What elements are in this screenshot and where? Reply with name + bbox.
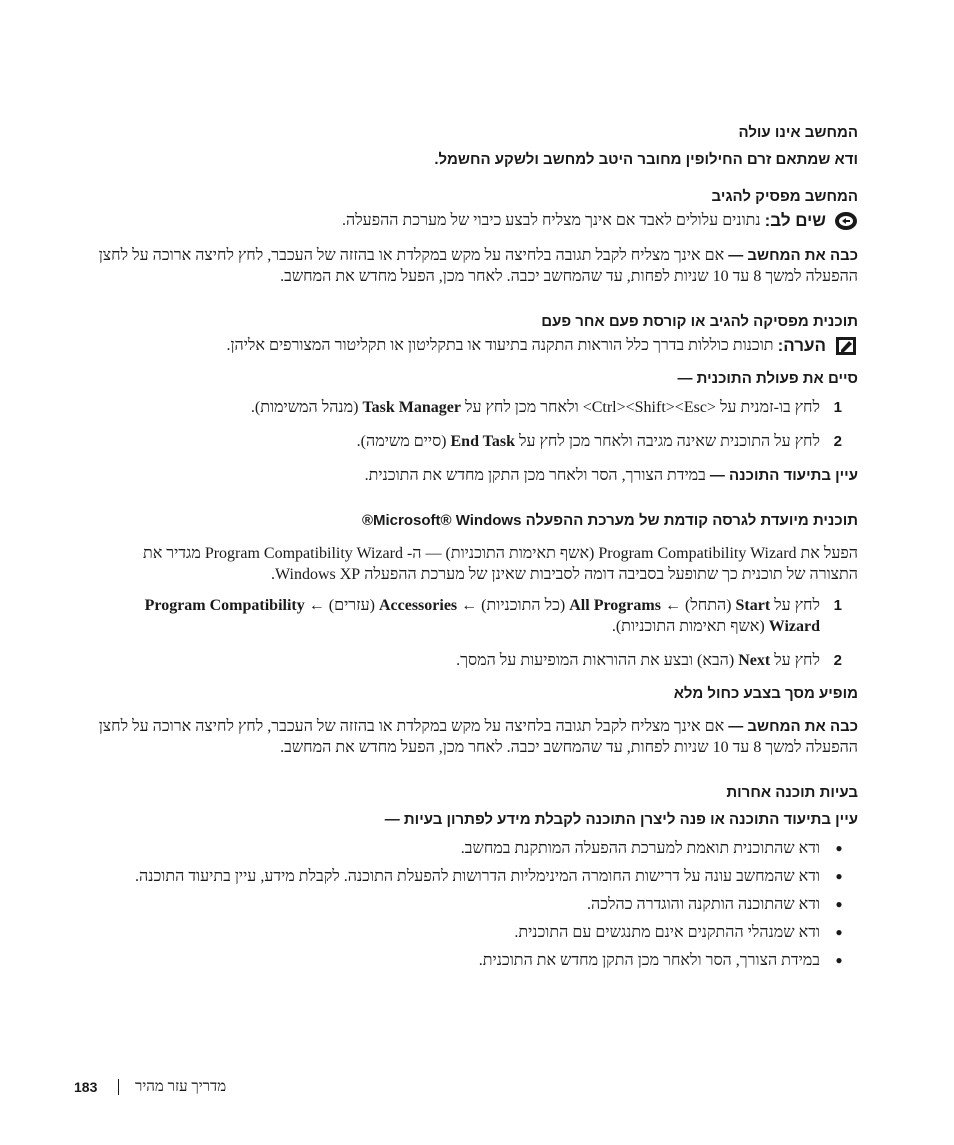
list-item [96,838,858,859]
note-label: הערה: [777,336,826,355]
step-text-part: (סיים משימה). [356,433,447,450]
turn-off-label: כבה את המחשב — [728,247,858,264]
arrow-icon: ← [308,597,325,614]
step-number: 1 [833,597,842,614]
program-compatibility-label: Program Compatibility Wizard [144,597,820,635]
all-programs-label: All Programs [569,597,661,614]
step-text [96,397,820,418]
list-item [96,922,858,943]
task-manager-label: Task Manager [362,399,461,416]
check-documentation-label: עיין בתיעוד התוכנה — [709,467,858,484]
step-text-part: לחץ על התוכנית שאינה מגיבה ולאחר מכן לחץ על [519,433,820,450]
vendor-subheading: עיין בתיעוד התוכנה או פנה ליצרן התוכנה לקבלת מידע לפתרון בעיות — [384,811,858,828]
start-menu-label: Start [735,597,771,614]
os-name: Windows XP [275,566,361,583]
turn-off-text: אם אינך מצליח לקבל תגובה בלחיצה על מקש במקלדת או בהזזה של העכבר, לחץ לחיצה ארוכה על לחצן ההפעלה למשך 8 עד 10 שניות לפחות, עד שהמחשב יכבה. לאחר מכן, הפעל מחדש את המחשב. [98,247,858,285]
paragraph-text: (אשף תאימות התוכניות) — ה- [406,545,595,562]
turn-off-paragraph [96,245,858,287]
heading-older-windows-program: תוכנית מיועדת לגרסה קודמת של מערכת ההפעלה Microsoft® Windows® [361,512,858,529]
footer-divider [118,1079,119,1095]
troubleshooting-list [96,838,858,971]
arrow-icon: ← [664,597,681,614]
turn-off-text: אם אינך מצליח לקבל תגובה בלחיצה על מקש במקלדת או בהזזה של העכבר, לחץ לחיצה ארוכה על לחצן ההפעלה למשך 8 עד 10 שניות לפחות, עד שהמחשב יכבה. לאחר מכן, הפעל מחדש את המחשב. [98,718,858,756]
step-text [96,431,820,452]
page-footer [74,1076,252,1098]
step-number: 2 [833,433,842,450]
step-item [96,650,858,671]
notice-text: נתונים עלולים לאבד אם אינך מצליח לבצע כיבוי של מערכת ההפעלה. [341,212,761,229]
step-text-part: (כל התוכניות) [481,597,566,614]
bullet-icon: ● [835,841,843,855]
list-item-text: ודא שהתוכנית תואמת למערכת ההפעלה המותקנת במחשב. [460,840,820,857]
wizard-name: Program Compatibility Wizard [204,545,403,562]
step-item [96,431,858,452]
list-item [96,866,858,887]
wizard-name: Program Compatibility Wizard [598,545,797,562]
heading-computer-not-starting: המחשב אינו עולה [738,124,858,141]
arrow-icon: ← [461,597,478,614]
compatibility-steps [96,595,858,671]
step-text [96,650,820,671]
bullet-icon: ● [835,897,843,911]
step-text [96,595,820,637]
adapter-instruction: ודא שמתאם זרם החילופין מחובר היטב למחשב ולשקע החשמל. [434,151,858,168]
step-text-part: ולאחר מכן לחץ על [464,399,579,416]
end-program-steps [96,397,858,452]
step-item [96,397,858,418]
step-item [96,595,858,637]
note-pencil-icon [834,336,858,356]
step-text-part: (הבא) ובצע את ההוראות המופיעות על המסך. [456,652,735,669]
step-text-part: לחץ על [774,652,820,669]
bullet-icon: ● [835,925,843,939]
end-task-label: End Task [450,433,516,450]
list-item-text: במידת הצורך, הסר ולאחר מכן התקן מחדש את התוכנית. [478,952,820,969]
paragraph-text: הפעל את [800,545,858,562]
list-item-text: ודא שהמחשב עונה על דרישות החומרה המינימליות הדרושות להפעלת התוכנה. לקבלת מידע, עיין בתיעוד התוכנה. [135,868,820,885]
step-text-part: (עזרים) [328,597,375,614]
note-text: תוכנות כוללות בדרך כלל הוראות התקנה בתיעוד או בתקליטון או תקליטור המצורפים אליהן. [226,337,774,354]
bullet-icon: ● [835,953,843,967]
paragraph-text: מגדיר את התצורה של תוכנית כך שתופעל בסביבה דומה לסביבות שאינן של מערכת ההפעלה [142,545,858,583]
accessories-label: Accessories [378,597,458,614]
footer-title: מדריך עזר מהיר [135,1078,227,1095]
list-item-text: ודא שמנהלי ההתקנים אינם מתנגשים עם התוכנית. [514,924,820,941]
step-number: 1 [833,399,842,416]
key-combination: <Ctrl><Shift><Esc> [582,399,716,416]
end-program-subheading: סיים את פעולת התוכנית — [677,370,858,387]
page-content [96,118,858,978]
step-text-part: (מנהל המשימות). [250,399,359,416]
heading-other-software-problems: בעיות תוכנה אחרות [726,784,858,801]
list-item [96,950,858,971]
compatibility-wizard-paragraph: הפעל את Program Compatibility Wizard (אשף תאימות התוכניות) — ה- Program Compatibility Wizard מגדיר את התצורה של תוכנית כך שתופעל בסביבה דומה לסביבות שאינן של מערכת ההפעלה Windows XP. [142,545,858,583]
list-item [96,894,858,915]
note-block [96,335,858,356]
heading-program-stops-responding: תוכנית מפסיקה להגיב או קורסת פעם אחר פעם [541,313,858,330]
turn-off-label: כבה את המחשב — [728,718,858,735]
heading-blue-screen: מופיע מסך בצבע כחול מלא [673,685,858,702]
next-label: Next [738,652,771,669]
heading-computer-stops-responding: המחשב מפסיק להגיב [711,188,858,205]
step-text-part: לחץ בו-זמנית על [719,399,820,416]
notice-warning-icon [834,211,858,231]
notice-block [96,210,858,231]
step-text-part: (התחל) [684,597,732,614]
step-number: 2 [833,652,842,669]
page-number: 183 [74,1079,98,1095]
check-documentation-text: במידת הצורך, הסר ולאחר מכן התקן מחדש את התוכנית. [364,467,706,484]
bullet-icon: ● [835,869,843,883]
blue-screen-paragraph [96,716,858,758]
notice-label: שים לב: [764,211,826,230]
list-item-text: ודא שהתוכנה הותקנה והוגדרה כהלכה. [587,896,820,913]
check-documentation-paragraph [96,465,858,486]
step-text-part: (אשף תאימות התוכניות). [611,618,765,635]
step-text-part: לחץ על [774,597,820,614]
